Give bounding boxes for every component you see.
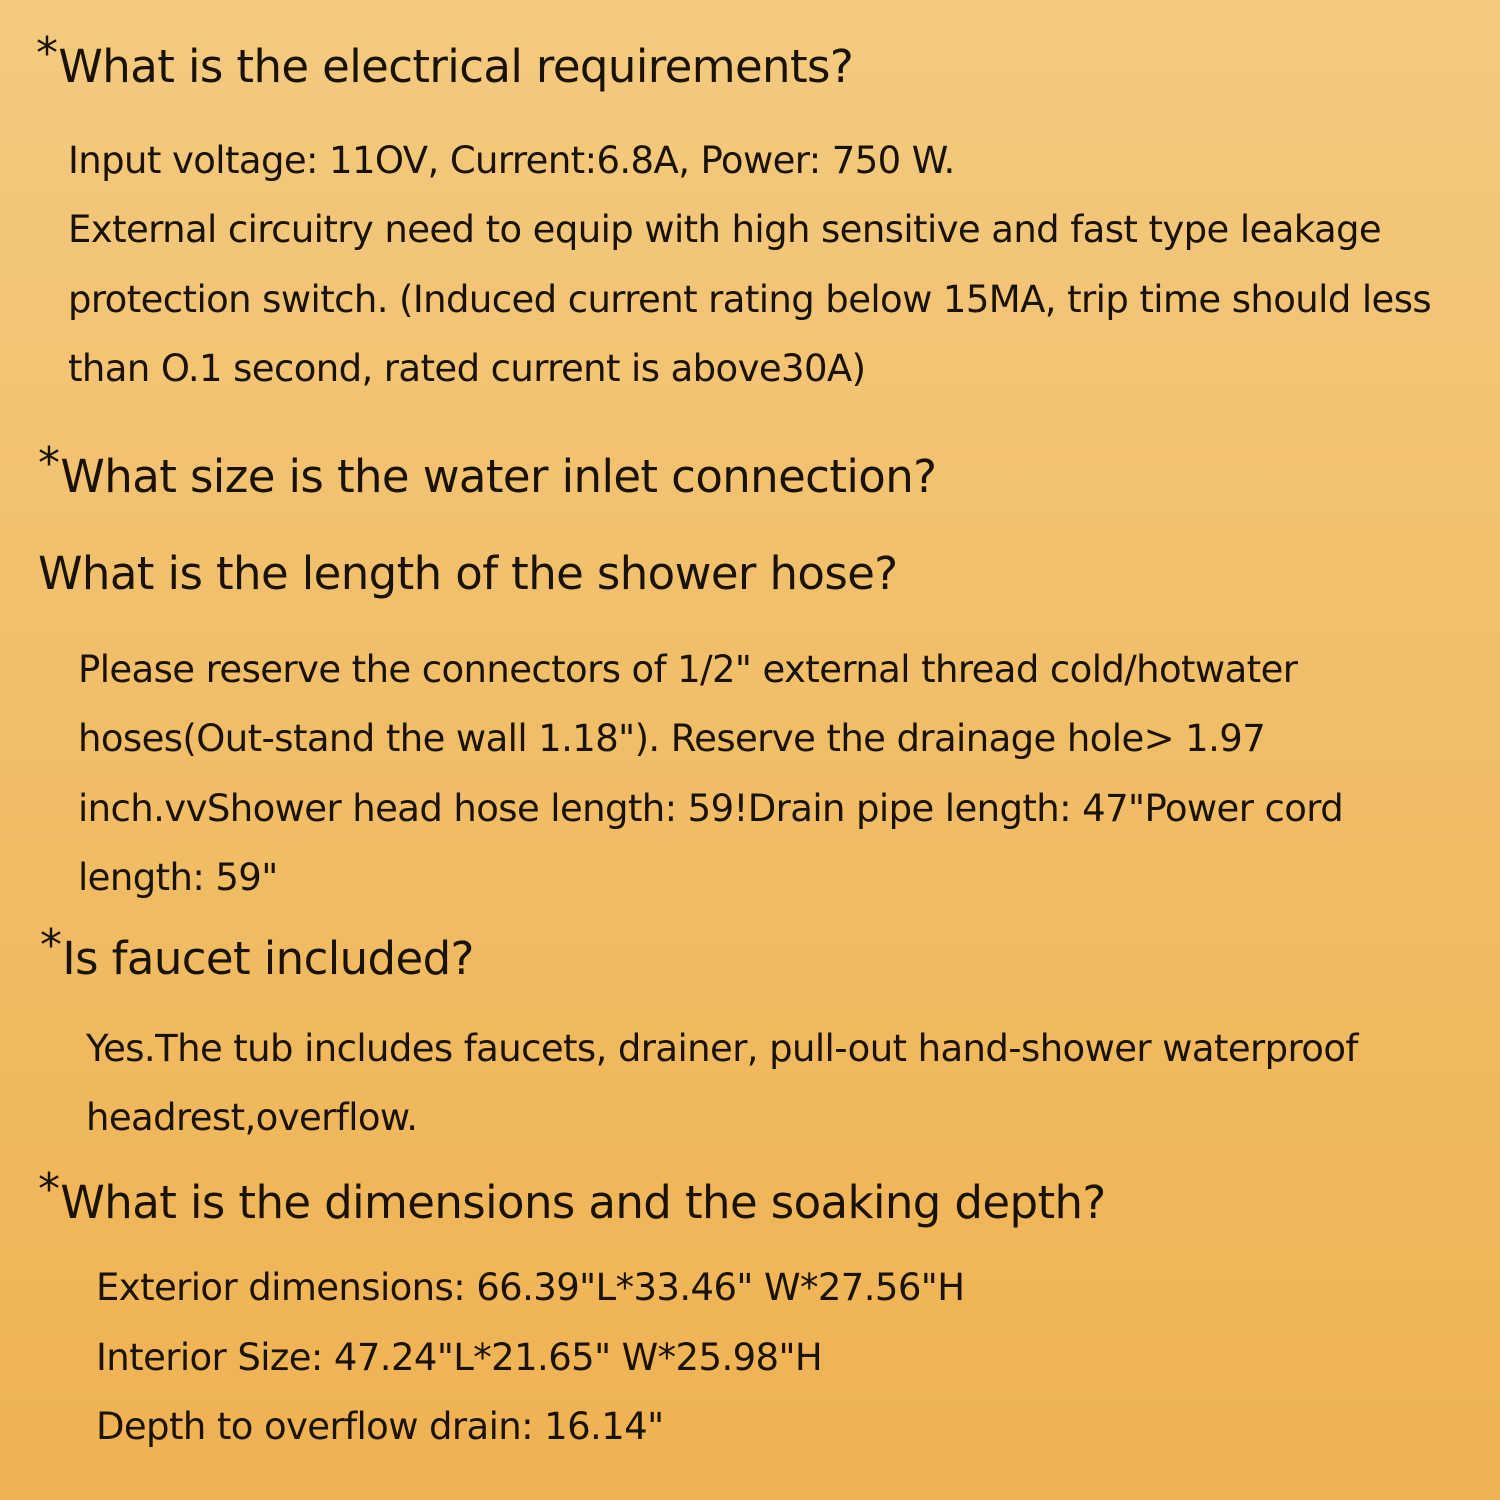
asterisk-icon: * bbox=[38, 438, 60, 489]
answer-line: headrest,overflow. bbox=[86, 1096, 418, 1139]
answer-line: hoses(Out-stand the wall 1.18"). Reserve the drainage hole> 1.97 bbox=[78, 717, 1266, 760]
question-text: What size is the water inlet connection? bbox=[60, 450, 937, 503]
answer-line: length: 59" bbox=[78, 856, 278, 899]
faq-question-water-inlet bbox=[38, 438, 937, 503]
faq-question-hose-length: What is the length of the shower hose? bbox=[38, 547, 898, 600]
asterisk-icon: * bbox=[38, 1164, 60, 1215]
question-text: What is the electrical requirements? bbox=[58, 40, 854, 93]
answer-line: Exterior dimensions: 66.39"L*33.46" W*27.56"H bbox=[96, 1266, 965, 1309]
answer-line: External circuitry need to equip with high sensitive and fast type leakage bbox=[68, 208, 1382, 251]
answer-line: protection switch. (Induced current rating below 15MA, trip time should less bbox=[68, 278, 1432, 321]
answer-line: Interior Size: 47.24"L*21.65" W*25.98"H bbox=[96, 1336, 823, 1379]
answer-line: Yes.The tub includes faucets, drainer, pull-out hand-shower waterproof bbox=[86, 1027, 1358, 1070]
faq-question-electrical bbox=[36, 28, 854, 93]
answer-line: than O.1 second, rated current is above30A) bbox=[68, 347, 866, 390]
faq-question-faucet bbox=[40, 920, 474, 985]
asterisk-icon: * bbox=[36, 28, 58, 79]
question-text: Is faucet included? bbox=[62, 932, 474, 985]
answer-line: Please reserve the connectors of 1/2" external thread cold/hotwater bbox=[78, 648, 1298, 691]
asterisk-icon: * bbox=[40, 920, 62, 971]
answer-line: Depth to overflow drain: 16.14" bbox=[96, 1405, 664, 1448]
answer-line: inch.vvShower head hose length: 59!Drain pipe length: 47"Power cord bbox=[78, 787, 1344, 830]
faq-question-dimensions bbox=[38, 1164, 1106, 1229]
question-text: What is the dimensions and the soaking depth? bbox=[60, 1176, 1106, 1229]
answer-line: Input voltage: 11OV, Current:6.8A, Power: 750 W. bbox=[68, 139, 955, 182]
